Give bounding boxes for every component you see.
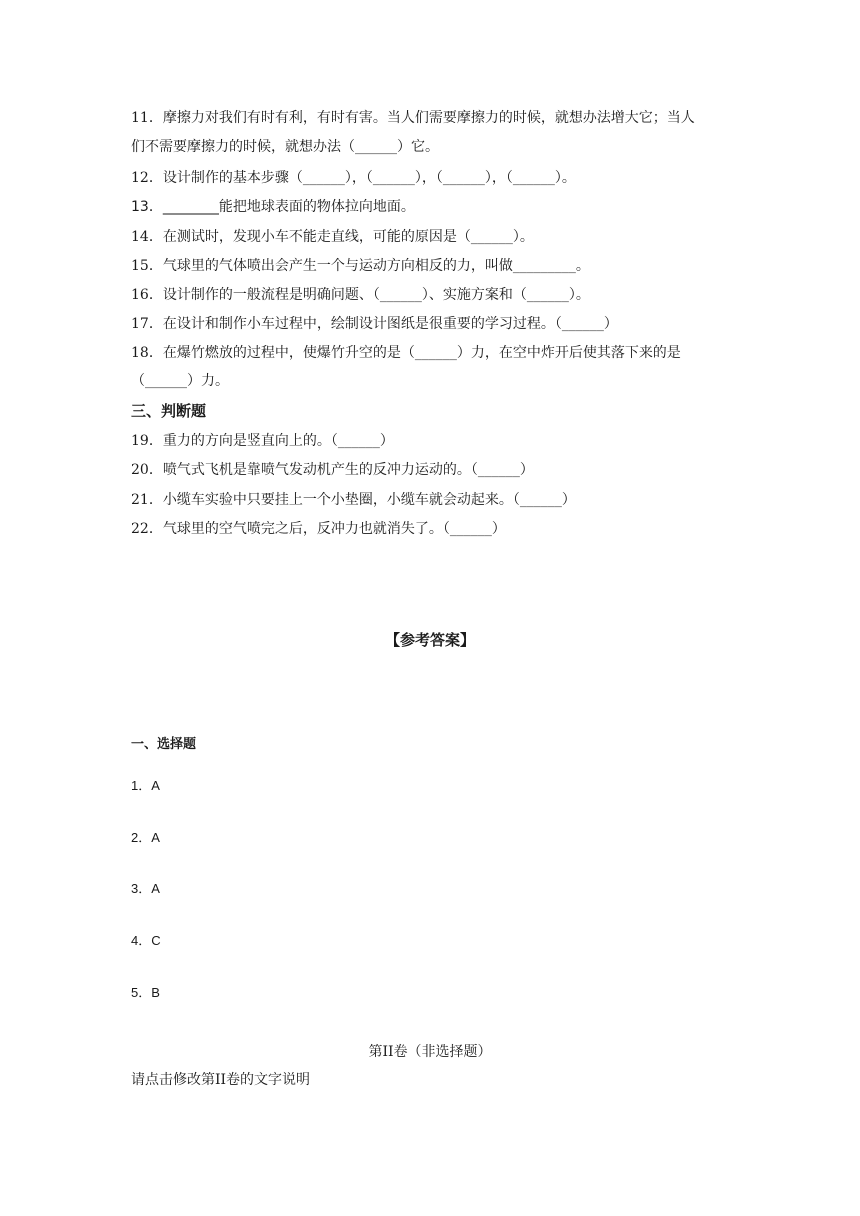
answer-item-5: 5．B [131, 985, 160, 1000]
question-22: 22．气球里的空气喷完之后，反冲力也就消失了。（______） [131, 521, 506, 537]
question-15: 15．气球里的气体喷出会产生一个与运动方向相反的力，叫做_________。 [131, 258, 590, 274]
question-19: 19．重力的方向是竖直向上的。（______） [131, 433, 394, 449]
answer-section-1-heading: 一、选择题 [131, 737, 197, 752]
question-13: 13．________能把地球表面的物体拉向地面。 [131, 199, 415, 215]
question-14: 14．在测试时，发现小车不能走直线，可能的原因是（______）。 [131, 229, 534, 245]
answer-item-1: 1．A [131, 778, 160, 793]
question-16: 16．设计制作的一般流程是明确问题、（______）、实施方案和（______）。 [131, 287, 590, 303]
volume-2-note: 请点击修改第II卷的文字说明 [131, 1072, 311, 1088]
section-3-heading: 三、判断题 [131, 402, 207, 420]
question-17: 17．在设计和制作小车过程中，绘制设计图纸是很重要的学习过程。（______） [131, 316, 618, 332]
question-12: 12．设计制作的基本步骤（______），（______），（______），（______）。 [131, 170, 576, 186]
volume-2-title: 第II卷（非选择题） [368, 1044, 492, 1060]
question-21: 21．小缆车实验中只要挂上一个小垫圈，小缆车就会动起来。（______） [131, 492, 576, 508]
answer-item-4: 4．C [131, 933, 161, 948]
question-18-line-2: （______）力。 [131, 373, 229, 389]
question-20: 20．喷气式飞机是靠喷气发动机产生的反冲力运动的。（______） [131, 462, 534, 478]
answer-item-3: 3．A [131, 881, 160, 896]
answer-item-2: 2．A [131, 830, 160, 845]
question-11-line-1: 11．摩擦力对我们有时有利，有时有害。当人们需要摩擦力的时候，就想办法增大它；当人 [131, 110, 695, 126]
answer-key-title: 【参考答案】 [384, 631, 475, 649]
question-18-line-1: 18．在爆竹燃放的过程中，使爆竹升空的是（______）力，在空中炸开后使其落下来的是 [131, 345, 681, 361]
question-11-line-2: 们不需要摩擦力的时候，就想办法（______）它。 [131, 139, 439, 155]
